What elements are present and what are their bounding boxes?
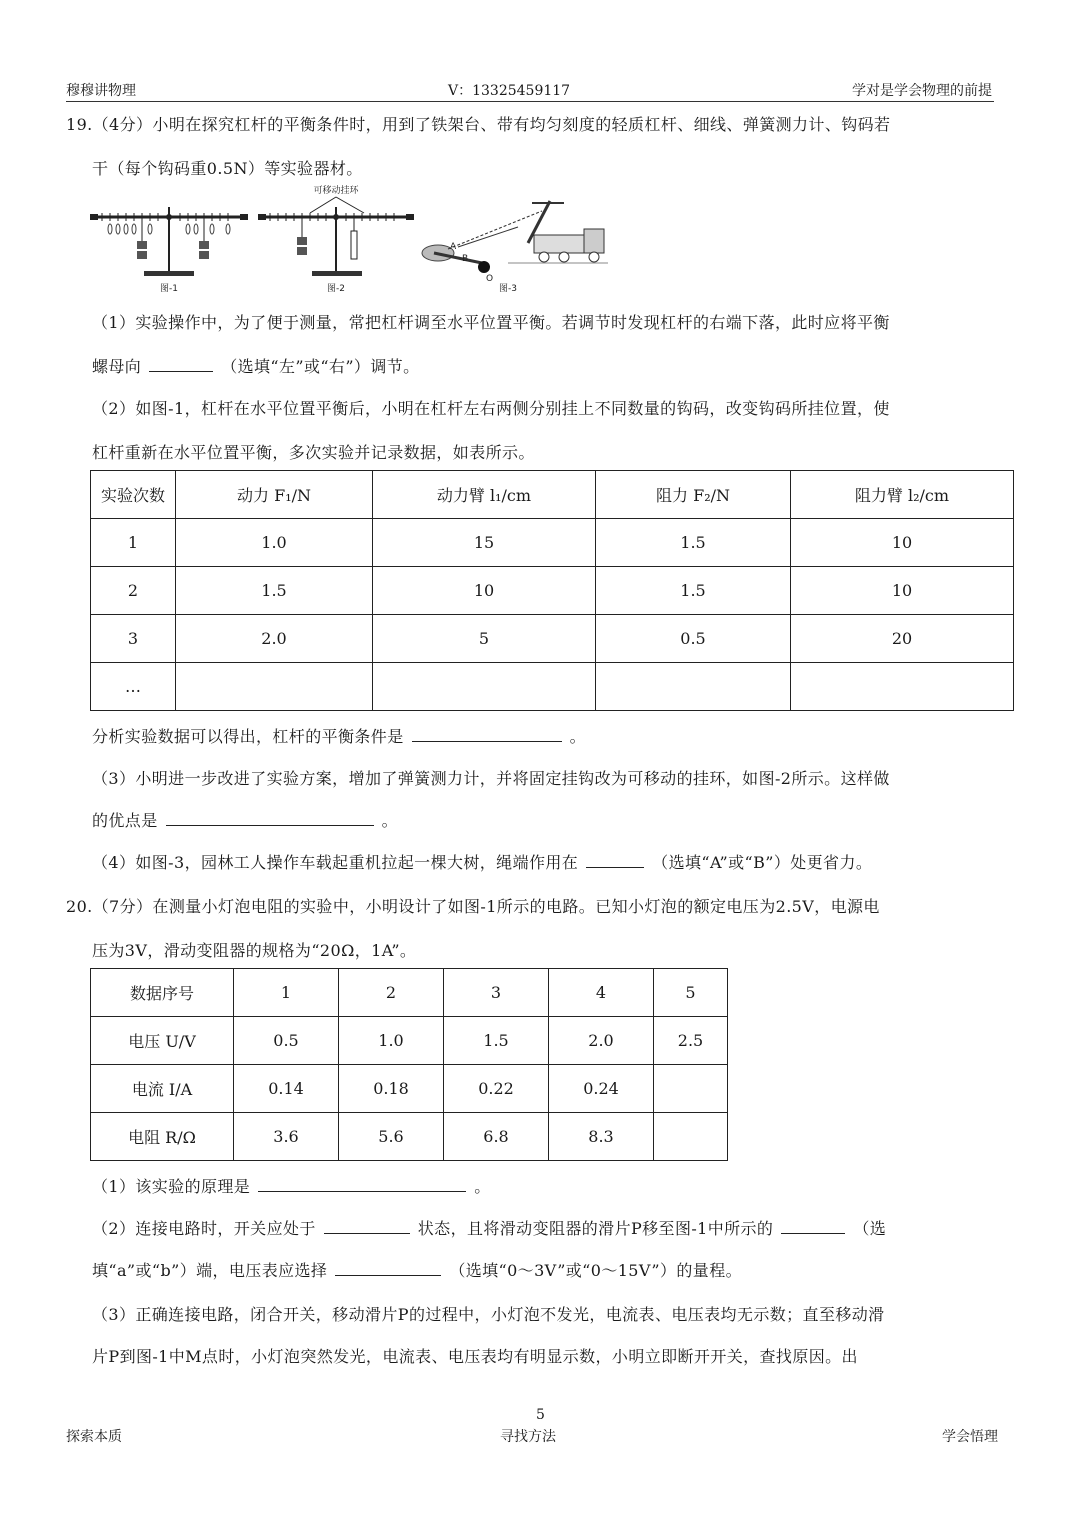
q19-line2: 干（每个钩码重0.5N）等实验器材。 [92,159,363,178]
table-header-row [91,471,1014,519]
table-cell: 5 [373,615,596,663]
table-cell: 0.5 [234,1017,339,1065]
q20-line2: 压为3V，滑动变阻器的规格为“20Ω，1A”。 [92,941,417,960]
movable-ring-label: 可移动挂环 [313,186,359,196]
switch-prefix: （2）连接电路时，开关应处于 [92,1219,316,1238]
principle-suffix: 。 [474,1177,491,1196]
q19-line1: 19.（4分）小明在探究杠杆的平衡条件时，用到了铁架台、带有均匀刻度的轻质杠杆、细线、弹簧测力计、钩码若 [66,115,891,134]
table-cell: 3 [91,615,176,663]
table-cell: 15 [373,519,596,567]
table-cell: 1.5 [176,567,373,615]
figure-3-label: 图-3 [499,284,517,294]
header-right: 学对是学会物理的前提 [852,83,992,99]
q19-p4 [92,850,872,873]
answer-blank-direction[interactable] [149,357,213,372]
table-cell: 0.14 [234,1065,339,1113]
table-cell: 0.24 [549,1065,654,1113]
table-cell: … [91,663,176,711]
lever-data-table [90,470,1014,711]
table-cell: 10 [373,567,596,615]
q19-p2-conclusion [92,724,586,747]
principle-prefix: （1）该实验的原理是 [92,1177,251,1196]
figure-1-label: 图-1 [160,284,178,294]
table-cell: 电流 I/A [91,1065,234,1113]
switch-suffix: （选 [853,1219,887,1238]
q19-p4-prefix: （4）如图-3，园林工人操作车载起重机拉起一棵大树，绳端作用在 [92,853,579,872]
header-left: 穆穆讲物理 [66,83,136,99]
table-cell: 10 [791,519,1014,567]
range-prefix: 填“a”或“b”）端，电压表应选择 [92,1261,328,1280]
table-row [91,519,1014,567]
footer-center: 寻找方法 [500,1429,556,1445]
page-header [66,80,992,102]
point-b-label: B [462,254,469,264]
lamp-data-table [90,968,728,1161]
table-cell: 0.18 [339,1065,444,1113]
answer-blank-voltmeter-range[interactable] [335,1261,441,1276]
advantage-prefix: 的优点是 [92,811,158,830]
answer-blank-advantage[interactable] [166,811,374,826]
table-cell: 5.6 [339,1113,444,1161]
answer-blank-point[interactable] [586,853,644,868]
table-cell: 数据序号 [91,969,234,1017]
table-header-cell: 动力臂 l₁/cm [373,471,596,519]
table-header-cell: 动力 F₁/N [176,471,373,519]
table-cell: 20 [791,615,1014,663]
q20-p3-line2: 片P到图-1中M点时，小灯泡突然发光，电流表、电压表均有明显示数，小明立即断开开关，查找原因。出 [92,1347,858,1366]
q19-p3-line2 [92,808,398,831]
q20-p3-line1: （3）正确连接电路，闭合开关，移动滑片P的过程中，小灯泡不发光，电流表、电压表均无示数；直至移动滑 [92,1305,885,1324]
advantage-suffix: 。 [381,811,399,830]
table-cell [596,663,791,711]
table-cell: 2 [91,567,176,615]
table-cell [176,663,373,711]
table-cell [373,663,596,711]
table-cell: 0.5 [596,615,791,663]
q19-p2-line1: （2）如图-1，杠杆在水平位置平衡后，小明在杠杆左右两侧分别挂上不同数量的钩码，改变钩码所挂位置，使 [92,399,890,418]
table-row [91,615,1014,663]
q19-p4-suffix: （选填“A”或“B”）处更省力。 [652,853,873,872]
table-row [91,567,1014,615]
table-cell: 5 [654,969,728,1017]
table-cell: 2 [339,969,444,1017]
q19-p1-line2 [92,354,420,377]
table-cell [654,1065,728,1113]
table-cell: 电阻 R/Ω [91,1113,234,1161]
table-cell: 6.8 [444,1113,549,1161]
table-header-cell: 阻力臂 l₂/cm [791,471,1014,519]
table-cell: 2.0 [176,615,373,663]
table-cell: 3 [444,969,549,1017]
table-header-cell: 实验次数 [91,471,176,519]
answer-blank-slider-end[interactable] [781,1219,845,1234]
table-row [91,1065,728,1113]
table-row [91,663,1014,711]
answer-blank-principle[interactable] [258,1177,466,1192]
table-cell: 10 [791,567,1014,615]
page-number: 5 [536,1407,545,1423]
figure-2-lever [258,184,414,294]
conclusion-prefix: 分析实验数据可以得出，杠杆的平衡条件是 [92,727,404,746]
header-center: V：13325459117 [448,83,571,99]
q19-p1-line1: （1）实验操作中，为了便于测量，常把杠杆调至水平位置平衡。若调节时发现杠杆的右端下落，此时应将平衡 [92,313,890,332]
figure-3-crane [422,201,608,294]
q19-p3-line1: （3）小明进一步改进了实验方案，增加了弹簧测力计，并将固定挂钩改为可移动的挂环，如图-2所示。这样做 [92,769,890,788]
table-cell: 1.5 [596,567,791,615]
table-cell: 电压 U/V [91,1017,234,1065]
table-row [91,1113,728,1161]
point-a-label: A [450,242,457,252]
q20-p2-line1 [92,1216,886,1239]
table-cell: 1 [234,969,339,1017]
table-cell: 1.0 [176,519,373,567]
range-suffix: （选填“0～3V”或“0～15V”）的量程。 [449,1261,743,1280]
table-cell: 1.0 [339,1017,444,1065]
q20-p1 [92,1174,491,1197]
figure-1-lever [90,207,248,294]
table-cell: 1.5 [596,519,791,567]
table-row [91,1017,728,1065]
q20-p2-line2 [92,1258,742,1281]
table-cell: 3.6 [234,1113,339,1161]
switch-mid: 状态，且将滑动变阻器的滑片P移至图-1中所示的 [417,1219,774,1238]
table-cell: 1 [91,519,176,567]
footer-left: 探索本质 [66,1429,122,1445]
table-cell: 2.0 [549,1017,654,1065]
conclusion-suffix: 。 [569,727,587,746]
table-header-cell: 阻力 F₂/N [596,471,791,519]
table-cell [791,663,1014,711]
footer-right: 学会悟理 [942,1429,998,1445]
header-divider [66,101,994,102]
lever-figures [88,183,608,299]
table-cell: 0.22 [444,1065,549,1113]
q19-p2-line2: 杠杆重新在水平位置平衡，多次实验并记录数据，如表所示。 [92,443,535,462]
table-cell: 1.5 [444,1017,549,1065]
table-cell: 8.3 [549,1113,654,1161]
table-row [91,969,728,1017]
figure-2-label: 图-2 [327,284,345,294]
table-cell: 2.5 [654,1017,728,1065]
table-cell: 4 [549,969,654,1017]
point-o-label: O [486,274,494,284]
q19-p1-suffix: （选填“左”或“右”）调节。 [221,357,420,376]
answer-blank-switch-state[interactable] [324,1219,410,1234]
q19-p1-prefix: 螺母向 [92,357,142,376]
table-cell [654,1113,728,1161]
answer-blank-balance-condition[interactable] [412,727,562,742]
q20-line1: 20.（7分）在测量小灯泡电阻的实验中，小明设计了如图-1所示的电路。已知小灯泡的额定电压为2.5V，电源电 [66,897,880,916]
